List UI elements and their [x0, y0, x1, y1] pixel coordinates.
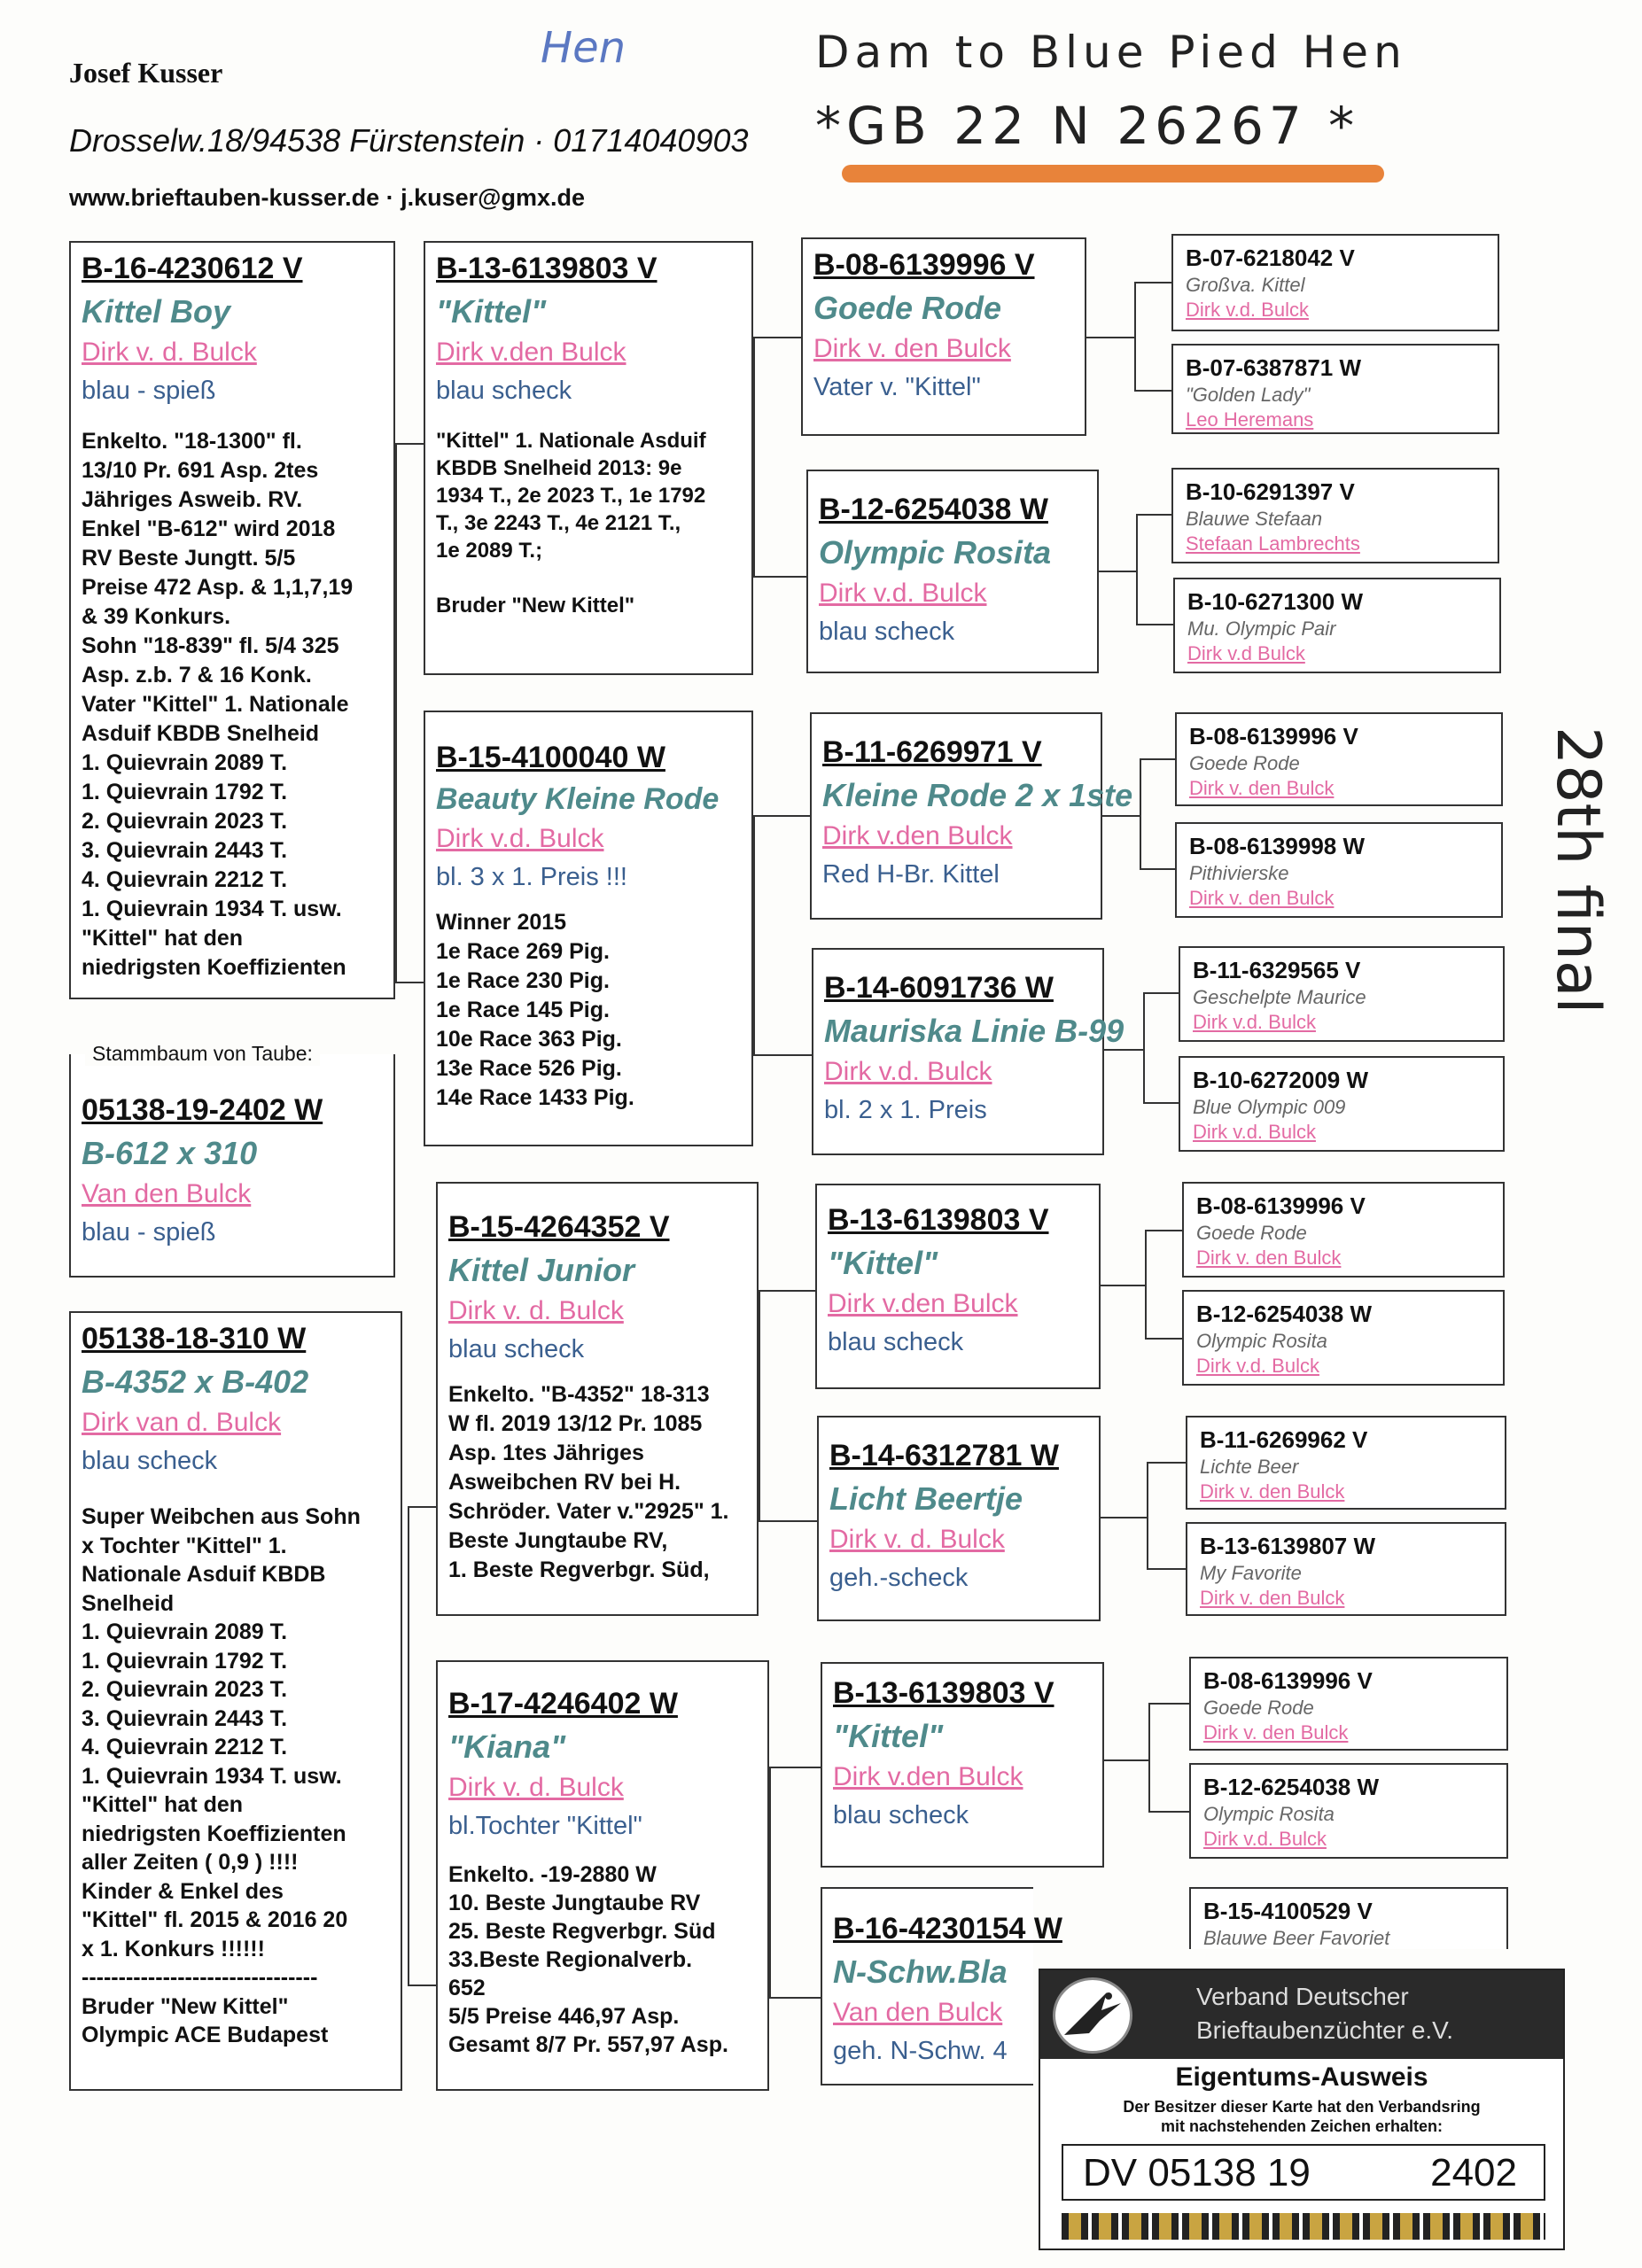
subject-breeder: Van den Bulck	[82, 1179, 252, 1208]
gen2-breeder: Dirk v.d. Bulck	[436, 824, 604, 853]
gen3-ring: B-16-4230154 W	[833, 1912, 1062, 1946]
gen3-box	[821, 1662, 1104, 1868]
gen4-box	[1173, 578, 1501, 673]
gen3-color: geh. N-Schw. 4	[833, 2037, 1008, 2065]
card-org-line1: Verband Deutscher	[1196, 1983, 1409, 2010]
gen4-ring: B-12-6254038 W	[1196, 1301, 1372, 1327]
connector-line	[753, 576, 806, 578]
gen4-name: Goede Rode	[1203, 1697, 1314, 1719]
gen2-breeder: Dirk v. d. Bulck	[448, 1773, 624, 1802]
gen3-box	[812, 948, 1124, 1155]
gen4-name: Großva. Kittel	[1186, 274, 1305, 296]
gen4-box	[1189, 1763, 1508, 1859]
subject-caption: Stammbaum von Taube:	[85, 1042, 320, 1066]
gen4-name: Olympic Rosita	[1196, 1330, 1327, 1352]
gen3-breeder: Dirk v.den Bulck	[822, 821, 1013, 850]
gen2-ring: B-17-4246402 W	[448, 1687, 678, 1720]
gen2-name: "Kittel"	[436, 293, 547, 330]
gen4-box	[1175, 822, 1503, 918]
gen3-box	[815, 1184, 1101, 1389]
gen2-breeder: Dirk v.den Bulck	[436, 338, 626, 367]
gen4-breeder: Dirk v.d. Bulck	[1193, 1011, 1316, 1033]
gen4-breeder: Dirk v.d Bulck	[1187, 642, 1305, 664]
gen4-ring: B-07-6387871 W	[1186, 354, 1361, 381]
connector-line	[1140, 758, 1141, 870]
gen3-name: N-Schw.Bla	[833, 1953, 1008, 1990]
connector-line	[1140, 868, 1175, 870]
connector-line	[753, 337, 801, 338]
gen4-name: "Golden Lady"	[1186, 384, 1311, 406]
gen3-ring: B-11-6269971 V	[822, 735, 1042, 769]
gen4-box	[1171, 234, 1499, 331]
dam-name: B-4352 x B-402	[82, 1363, 309, 1400]
connector-line	[1134, 282, 1171, 284]
gen3-name: Goede Rode	[813, 290, 1002, 326]
gen3-color: blau scheck	[828, 1328, 964, 1356]
gen3-ring: B-12-6254038 W	[819, 493, 1048, 526]
gen3-breeder: Dirk v.d. Bulck	[819, 579, 987, 608]
handwritten-dam-line: Dam to Blue Pied Hen	[815, 27, 1407, 78]
connector-line	[1101, 1285, 1145, 1286]
subject-ring: 05138-19-2402 W	[82, 1093, 323, 1127]
subject-box	[69, 1054, 395, 1278]
connector-line	[1147, 1568, 1186, 1570]
gen3-ring: B-14-6312781 W	[829, 1439, 1059, 1472]
dam-notes: Super Weibchen aus Sohn x Tochter "Kittel" 1. Nationale Asduif KBDB Snelheid 1. Quievrain 2089 T. 1. Quievrain 1792 T. 2. Quievrain 2023 T. 3. Quievrain 2443 T. 4. Quievrain 2212 T. 1. Quievrain 1934 T. usw. "Kittel" hat den niedrigsten Koeffizienten aller Zeiten ( 0,9 ) !!!! Kinder & Enkel des "Kittel" fl. 2015 & 2016 20 x 1. Konkurs !!!!!! -------------------------------- Bruder "New Kittel" Olympic ACE Budapest	[82, 1504, 361, 2047]
gen2-box	[424, 241, 753, 675]
connector-line	[395, 443, 397, 983]
gen2-notes: Enkelto. -19-2880 W 10. Beste Jungtaube RV 25. Beste Regverbgr. Süd 33.Beste Regionalverb. 652 5/5 Preise 446,97 Asp. Gesamt 8/7 Pr. 557,97 Asp.	[448, 1862, 728, 2057]
gen4-box	[1186, 1416, 1506, 1510]
handwritten-ring-line: *GB 22 N 26267 *	[815, 96, 1360, 156]
gen3-name: Mauriska Linie B-99	[824, 1013, 1124, 1049]
connector-line	[1148, 1703, 1189, 1705]
gen4-breeder: Dirk v. den Bulck	[1200, 1587, 1345, 1609]
connector-line	[408, 1506, 409, 1984]
sire-notes: Enkelto. "18-1300" fl. 13/10 Pr. 691 Asp. 2tes Jähriges Asweib. RV. Enkel "B-612" wird 2018 RV Beste Jungtt. 5/5 Preise 472 Asp. & 1,1,7,19 & 39 Konkurs. Sohn "18-839" fl. 5/4 325 Asp. z.b. 7 & 16 Konk. Vater "Kittel" 1. Nationale Asduif KBDB Snelheid 1. Quievrain 2089 T. 1. Quievrain 1792 T. 2. Quievrain 2023 T. 3. Quievrain 2443 T. 4. Quievrain 2212 T. 1. Quievrain 1934 T. usw. "Kittel" hat den niedrigsten Koeffizienten	[82, 429, 354, 980]
gen3-color: Vater v. "Kittel"	[813, 373, 981, 401]
gen2-name: "Kiana"	[448, 1728, 566, 1765]
gen2-color: blau scheck	[448, 1335, 585, 1363]
gen3-box	[817, 1416, 1101, 1621]
gen2-color: blau scheck	[436, 377, 572, 405]
connector-line	[1101, 1517, 1147, 1518]
gen4-ring: B-10-6291397 V	[1186, 478, 1355, 505]
sire-name: Kittel Boy	[82, 293, 231, 330]
gen4-name: Goede Rode	[1196, 1222, 1307, 1244]
gen3-name: "Kittel"	[833, 1718, 944, 1754]
gen4-ring: B-13-6139807 W	[1200, 1533, 1375, 1559]
connector-line	[1104, 1759, 1148, 1761]
gen2-ring: B-15-4100040 W	[436, 741, 665, 774]
breeder-address: Drosselw.18/94538 Fürstenstein · 01714040903	[69, 122, 749, 159]
dam-ring: 05138-18-310 W	[82, 1322, 307, 1355]
gen4-breeder: Dirk v.d. Bulck	[1186, 299, 1309, 321]
connector-line	[1102, 815, 1140, 817]
gen3-color: Red H-Br. Kittel	[822, 860, 1000, 889]
gen3-ring: B-13-6139803 V	[833, 1676, 1054, 1710]
ownership-card	[1039, 1969, 1565, 2250]
gen4-box	[1175, 712, 1503, 806]
gen4-name: Pithivierske	[1189, 862, 1289, 884]
connector-line	[759, 1290, 815, 1292]
gen4-box	[1171, 344, 1499, 434]
gen4-breeder: Dirk v.d. Bulck	[1203, 1828, 1327, 1850]
subject-name: B-612 x 310	[82, 1135, 258, 1171]
connector-line	[759, 1290, 760, 1522]
connector-line	[1134, 390, 1171, 392]
gen3-breeder: Dirk v.den Bulck	[833, 1762, 1023, 1791]
gen4-ring: B-15-4100529 V	[1203, 1898, 1373, 1924]
card-ring-field	[1062, 2144, 1545, 2201]
connector-line	[753, 815, 810, 817]
dam-breeder: Dirk van d. Bulck	[82, 1408, 282, 1437]
gen4-name: Blue Olympic 009	[1193, 1096, 1346, 1118]
gen4-name: Goede Rode	[1189, 752, 1300, 774]
connector-line	[1134, 282, 1136, 392]
gen4-name: My Favorite	[1200, 1562, 1302, 1584]
connector-line	[1145, 1230, 1182, 1231]
gen4-box	[1182, 1182, 1505, 1278]
gen2-breeder: Dirk v. d. Bulck	[448, 1296, 624, 1325]
gen4-name: Blauwe Stefaan	[1186, 508, 1323, 530]
gen2-color: bl. 3 x 1. Preis !!!	[436, 863, 627, 891]
connector-line	[1140, 758, 1175, 760]
gen3-breeder: Dirk v.den Bulck	[828, 1289, 1018, 1318]
orange-highlight	[842, 165, 1384, 183]
gen3-breeder: Van den Bulck	[833, 1998, 1003, 2027]
gen2-ring: B-13-6139803 V	[436, 252, 658, 285]
dove-logo-icon	[1053, 1977, 1132, 2054]
gen4-ring: B-11-6269962 V	[1200, 1426, 1368, 1453]
card-org-line2: Brieftaubenzüchter e.V.	[1196, 2016, 1454, 2044]
gen2-box	[424, 711, 753, 1146]
gen3-name: "Kittel"	[828, 1245, 938, 1281]
connector-line	[1145, 1230, 1147, 1340]
gen3-color: blau scheck	[833, 1801, 969, 1829]
subject-color: blau - spieß	[82, 1218, 216, 1247]
gen3-color: bl. 2 x 1. Preis	[824, 1096, 987, 1124]
connector-line	[1104, 1049, 1143, 1051]
card-text-line2: mit nachstehenden Zeichen erhalten:	[1160, 2117, 1444, 2135]
breeder-name: Josef Kusser	[69, 57, 223, 89]
connector-line	[1145, 1338, 1182, 1340]
gen4-ring: B-08-6139996 V	[1203, 1667, 1373, 1694]
card-ornament-border	[1062, 2213, 1545, 2240]
dam-box	[69, 1311, 402, 2091]
connector-line	[1143, 992, 1145, 1104]
card-ring-prefix: DV 05138 19	[1083, 2151, 1311, 2194]
connector-line	[408, 1506, 436, 1508]
connector-line	[769, 1767, 821, 1768]
gen4-name: Blauwe Beer Favoriet	[1203, 1927, 1390, 1949]
connector-line	[1099, 571, 1136, 572]
connector-line	[1148, 1811, 1189, 1813]
connector-line	[1143, 1102, 1179, 1104]
gen3-name: Licht Beertje	[829, 1480, 1023, 1517]
gen4-box	[1186, 1522, 1506, 1616]
gen4-breeder: Leo Heremans	[1186, 408, 1314, 431]
connector-line	[1147, 1462, 1186, 1464]
gen4-ring: B-07-6218042 V	[1186, 245, 1355, 271]
breeder-web: www.brieftauben-kusser.de · j.kuser@gmx.de	[69, 184, 585, 211]
gen3-box	[821, 1887, 1062, 2085]
gen2-notes: Winner 2015 1e Race 269 Pig. 1e Race 230 Pig. 1e Race 145 Pig. 10e Race 363 Pig. 13e Race 526 Pig. 14e Race 1433 Pig.	[436, 910, 634, 1110]
sire-box	[69, 241, 395, 999]
sire-color: blau - spieß	[82, 377, 216, 405]
gen3-color: blau scheck	[819, 617, 955, 646]
gen4-ring: B-11-6329565 V	[1193, 957, 1361, 983]
gen3-box	[810, 712, 1133, 920]
connector-line	[753, 337, 755, 576]
gen3-breeder: Dirk v. d. Bulck	[829, 1525, 1005, 1554]
connector-line	[753, 1054, 812, 1056]
sire-ring: B-16-4230612 V	[82, 252, 303, 285]
connector-line	[395, 443, 424, 445]
connector-line	[408, 1984, 436, 1986]
gen4-box	[1179, 946, 1505, 1042]
connector-line	[753, 815, 755, 1054]
gen3-box	[806, 470, 1099, 673]
gen2-color: bl.Tochter "Kittel"	[448, 1812, 642, 1840]
gen3-breeder: Dirk v. den Bulck	[813, 334, 1011, 363]
card-text-line1: Der Besitzer dieser Karte hat den Verbandsring	[1123, 2098, 1481, 2116]
connector-line	[1148, 1703, 1150, 1813]
gen4-breeder: Dirk v. den Bulck	[1189, 777, 1335, 799]
gen4-ring: B-08-6139996 V	[1189, 723, 1358, 750]
gen3-ring: B-14-6091736 W	[824, 971, 1054, 1005]
gen4-ring: B-08-6139996 V	[1196, 1192, 1366, 1219]
gen4-breeder: Dirk v.d. Bulck	[1196, 1355, 1319, 1377]
gen4-ring: B-12-6254038 W	[1203, 1774, 1379, 1800]
gen4-box	[1189, 1657, 1508, 1751]
gen4-breeder: Dirk v.d. Bulck	[1193, 1121, 1316, 1143]
gen3-breeder: Dirk v.d. Bulck	[824, 1057, 992, 1086]
gen4-name: Mu. Olympic Pair	[1187, 617, 1336, 640]
gen4-name: Lichte Beer	[1200, 1456, 1299, 1478]
dam-color: blau scheck	[82, 1447, 218, 1475]
gen4-box	[1179, 1056, 1505, 1152]
connector-line	[1086, 337, 1134, 338]
handwritten-side-note: 28th final	[1543, 726, 1613, 1014]
gen2-box	[436, 1660, 769, 2091]
connector-line	[769, 1767, 771, 1999]
gen4-ring: B-10-6271300 W	[1187, 588, 1363, 615]
gen4-ring: B-10-6272009 W	[1193, 1067, 1368, 1093]
gen4-name: Geschelpte Maurice	[1193, 986, 1366, 1008]
connector-line	[769, 1997, 821, 1999]
gen3-ring: B-13-6139803 V	[828, 1203, 1049, 1237]
gen4-box	[1182, 1290, 1505, 1386]
gen2-name: Kittel Junior	[448, 1252, 635, 1288]
gen2-notes: Enkelto. "B-4352" 18-313 W fl. 2019 13/12 Pr. 1085 Asp. 1tes Jähriges Asweibchen RV bei H. Schröder. Vater v."2925" 1. Beste Jungtaube RV, 1. Beste Regverbgr. Süd,	[448, 1382, 729, 1582]
gen2-name: Beauty Kleine Rode	[436, 782, 720, 816]
connector-line	[1136, 624, 1173, 625]
gen2-ring: B-15-4264352 V	[448, 1210, 670, 1244]
gen4-ring: B-08-6139998 W	[1189, 833, 1365, 859]
connector-line	[1136, 514, 1138, 625]
card-ring-number: 2402	[1430, 2151, 1517, 2194]
connector-line	[1147, 1462, 1148, 1570]
gen3-name: Olympic Rosita	[819, 534, 1052, 571]
gen3-color: geh.-scheck	[829, 1564, 969, 1592]
gen4-breeder: Dirk v. den Bulck	[1203, 1721, 1349, 1744]
gen4-breeder: Stefaan Lambrechts	[1186, 532, 1360, 555]
gen3-ring: B-08-6139996 V	[813, 248, 1035, 282]
gen4-box	[1171, 468, 1499, 563]
gen4-breeder: Dirk v. den Bulck	[1200, 1480, 1345, 1503]
gen4-breeder: Dirk v. den Bulck	[1189, 887, 1335, 909]
gen4-box	[1189, 1887, 1508, 1949]
gen2-notes: "Kittel" 1. Nationale Asduif KBDB Snelheid 2013: 9e 1934 T., 2e 2023 T., 1e 1792 T., 3e 2243 T., 4e 2121 T., 1e 2089 T.; Bruder "New Kittel"	[436, 429, 706, 617]
gen4-name: Olympic Rosita	[1203, 1803, 1335, 1825]
connector-line	[1143, 992, 1179, 994]
sire-breeder: Dirk v. d. Bulck	[82, 338, 257, 367]
gen2-box	[436, 1182, 759, 1616]
gen4-breeder: Dirk v. den Bulck	[1196, 1247, 1342, 1269]
connector-line	[1136, 514, 1171, 516]
handwritten-sex: Hen	[541, 23, 626, 73]
connector-line	[395, 982, 424, 983]
card-title: Eigentums-Ausweis	[1175, 2062, 1428, 2092]
gen3-box	[801, 237, 1086, 436]
gen3-name: Kleine Rode 2 x 1ste	[822, 777, 1133, 813]
connector-line	[759, 1520, 817, 1522]
